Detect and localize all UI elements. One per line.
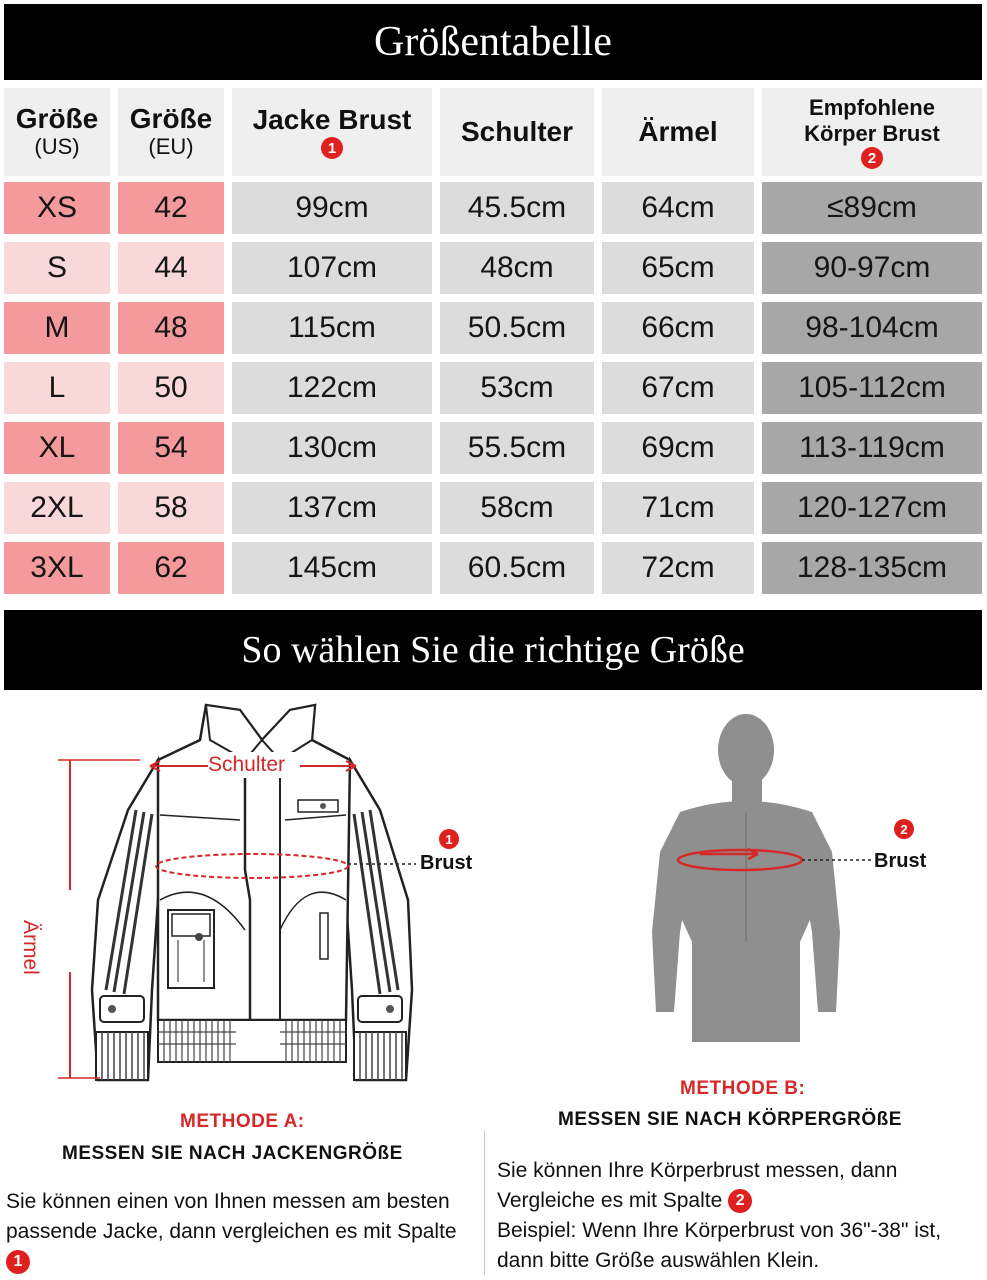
cell-size-us: M — [4, 302, 110, 354]
cell-sleeve: 64cm — [602, 182, 754, 234]
header-shoulder-label: Schulter — [460, 116, 574, 147]
cell-jacket-chest: 137cm — [232, 482, 432, 534]
cell-size-eu: 54 — [118, 422, 224, 474]
cell-size-eu: 42 — [118, 182, 224, 234]
cell-shoulder: 48cm — [440, 242, 594, 294]
header-size-eu-sub: (EU) — [148, 134, 194, 159]
header-size-eu-label: Größe — [129, 103, 213, 134]
sleeve-label: Ärmel — [19, 920, 42, 975]
method-a-text — [6, 1187, 472, 1277]
jacket-left-cuff — [96, 1032, 148, 1080]
cell-jacket-chest: 122cm — [232, 362, 432, 414]
badge-2-icon: 2 — [861, 147, 883, 169]
method-a-subtitle: MESSEN SIE NACH JACKENGRÖßE — [62, 1143, 403, 1164]
method-a-paragraph: Sie können einen von Ihnen messen am besten passende Jacke, dann vergleichen es mit Spalte — [6, 1190, 457, 1243]
cell-sleeve: 71cm — [602, 482, 754, 534]
body-head — [718, 714, 774, 786]
cell-body-chest: 105-112cm — [762, 362, 982, 414]
cell-size-us: XL — [4, 422, 110, 474]
header-size-us-label: Größe — [15, 103, 99, 134]
cell-body-chest: 90-97cm — [762, 242, 982, 294]
header-size-us — [4, 88, 110, 176]
header-size-eu — [118, 88, 224, 176]
header-jacket-chest-label: Jacke Brust — [252, 104, 412, 135]
header-sleeve-label: Ärmel — [638, 116, 718, 147]
header-sleeve — [602, 88, 754, 176]
cell-body-chest: 128-135cm — [762, 542, 982, 594]
header-shoulder — [440, 88, 594, 176]
badge-1-icon: 1 — [321, 137, 343, 159]
body-diagram — [640, 712, 900, 1062]
cell-shoulder: 58cm — [440, 482, 594, 534]
jacket-chest-label: Brust — [420, 852, 473, 874]
cell-shoulder: 45.5cm — [440, 182, 594, 234]
cell-sleeve: 72cm — [602, 542, 754, 594]
column-divider — [484, 1130, 485, 1275]
method-b-badge-icon: 2 — [728, 1189, 752, 1213]
cell-size-us: S — [4, 242, 110, 294]
cell-jacket-chest: 115cm — [232, 302, 432, 354]
cell-size-eu: 48 — [118, 302, 224, 354]
cell-size-eu: 44 — [118, 242, 224, 294]
cell-shoulder: 60.5cm — [440, 542, 594, 594]
jacket-waistband — [158, 1020, 346, 1062]
cell-body-chest: ≤89cm — [762, 182, 982, 234]
jacket-right-cuff — [354, 1032, 406, 1080]
cell-body-chest: 98-104cm — [762, 302, 982, 354]
shoulder-label: Schulter — [208, 753, 286, 776]
table-title: Größentabelle — [4, 4, 982, 80]
cell-sleeve: 67cm — [602, 362, 754, 414]
header-body-chest-line1: Empfohlene — [809, 95, 935, 120]
cell-body-chest: 120-127cm — [762, 482, 982, 534]
method-a-badge-icon: 1 — [6, 1250, 30, 1274]
method-a-title: METHODE A: — [180, 1111, 305, 1132]
method-b-paragraph-1: Sie können Ihre Körperbrust messen, dann Vergleiche es mit Spalte — [497, 1159, 898, 1212]
cell-size-eu: 62 — [118, 542, 224, 594]
cell-size-us: XS — [4, 182, 110, 234]
method-b-title: METHODE B: — [680, 1078, 806, 1099]
cell-body-chest: 113-119cm — [762, 422, 982, 474]
cell-sleeve: 65cm — [602, 242, 754, 294]
header-body-chest — [762, 88, 982, 176]
cell-jacket-chest: 130cm — [232, 422, 432, 474]
header-body-chest-line2: Körper Brust — [804, 121, 940, 146]
header-size-us-sub: (US) — [34, 134, 80, 159]
cell-size-us: 2XL — [4, 482, 110, 534]
cell-size-us: L — [4, 362, 110, 414]
cell-jacket-chest: 99cm — [232, 182, 432, 234]
method-b-text — [497, 1156, 967, 1276]
cell-shoulder: 50.5cm — [440, 302, 594, 354]
cell-jacket-chest: 107cm — [232, 242, 432, 294]
cell-sleeve: 69cm — [602, 422, 754, 474]
body-badge-2-icon: 2 — [894, 819, 914, 839]
body-chest-label: Brust — [874, 850, 927, 872]
cell-size-eu: 58 — [118, 482, 224, 534]
cell-shoulder: 55.5cm — [440, 422, 594, 474]
cell-size-eu: 50 — [118, 362, 224, 414]
header-jacket-chest — [232, 88, 432, 176]
cell-sleeve: 66cm — [602, 302, 754, 354]
method-b-subtitle: MESSEN SIE NACH KÖRPERGRÖßE — [558, 1109, 902, 1130]
jacket-badge-1-icon: 1 — [439, 829, 459, 849]
method-b-paragraph-2: Beispiel: Wenn Ihre Körperbrust von 36"-38" ist, dann bitte Größe auswählen Klein. — [497, 1219, 942, 1272]
cell-size-us: 3XL — [4, 542, 110, 594]
cell-shoulder: 53cm — [440, 362, 594, 414]
section-title: So wählen Sie die richtige Größe — [4, 610, 982, 690]
cell-jacket-chest: 145cm — [232, 542, 432, 594]
